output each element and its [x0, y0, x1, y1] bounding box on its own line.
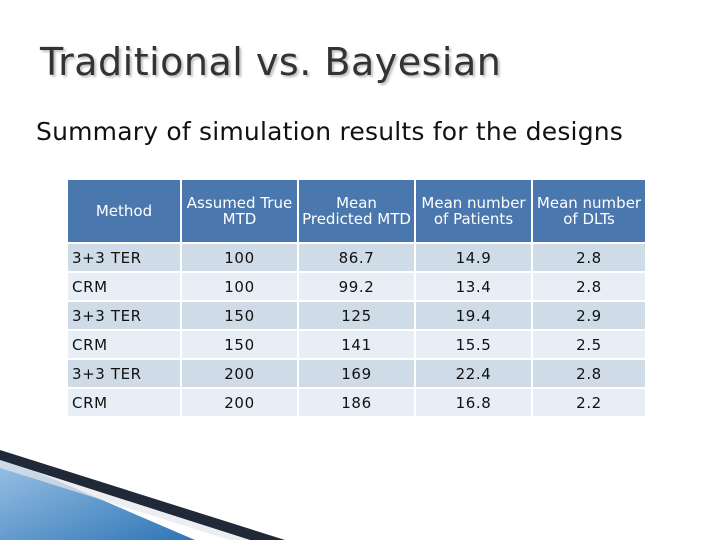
- table-row: [67, 359, 646, 388]
- cell-dlts: 2.2: [532, 388, 646, 417]
- cell-assumed-mtd: 150: [181, 301, 298, 330]
- header-mean-predicted-mtd: Mean Predicted MTD: [298, 179, 415, 243]
- cell-method: 3+3 TER: [67, 359, 181, 388]
- cell-predicted-mtd: 169: [298, 359, 415, 388]
- table-row: [67, 388, 646, 417]
- cell-method: CRM: [67, 330, 181, 359]
- cell-predicted-mtd: 141: [298, 330, 415, 359]
- header-method: Method: [67, 179, 181, 243]
- cell-patients: 19.4: [415, 301, 532, 330]
- cell-predicted-mtd: 86.7: [298, 243, 415, 272]
- cell-predicted-mtd: 125: [298, 301, 415, 330]
- cell-patients: 15.5: [415, 330, 532, 359]
- corner-decoration: [0, 450, 720, 540]
- cell-dlts: 2.8: [532, 243, 646, 272]
- cell-assumed-mtd: 150: [181, 330, 298, 359]
- cell-dlts: 2.5: [532, 330, 646, 359]
- cell-patients: 13.4: [415, 272, 532, 301]
- table-row: [67, 272, 646, 301]
- table-row: [67, 301, 646, 330]
- table-row: [67, 330, 646, 359]
- header-mean-patients: Mean number of Patients: [415, 179, 532, 243]
- cell-method: 3+3 TER: [67, 243, 181, 272]
- cell-dlts: 2.9: [532, 301, 646, 330]
- cell-assumed-mtd: 200: [181, 388, 298, 417]
- cell-patients: 22.4: [415, 359, 532, 388]
- cell-method: 3+3 TER: [67, 301, 181, 330]
- cell-method: CRM: [67, 388, 181, 417]
- cell-dlts: 2.8: [532, 272, 646, 301]
- cell-patients: 14.9: [415, 243, 532, 272]
- table-row: [67, 243, 646, 272]
- header-assumed-true-mtd: Assumed True MTD: [181, 179, 298, 243]
- cell-dlts: 2.8: [532, 359, 646, 388]
- table-header-row: [67, 179, 646, 243]
- cell-method: CRM: [67, 272, 181, 301]
- cell-assumed-mtd: 100: [181, 272, 298, 301]
- cell-assumed-mtd: 100: [181, 243, 298, 272]
- results-table: [66, 178, 647, 418]
- header-mean-dlts: Mean number of DLTs: [532, 179, 646, 243]
- slide-title: Traditional vs. Bayesian: [40, 40, 502, 84]
- slide-subtitle: Summary of simulation results for the designs: [36, 117, 624, 146]
- cell-assumed-mtd: 200: [181, 359, 298, 388]
- cell-patients: 16.8: [415, 388, 532, 417]
- cell-predicted-mtd: 186: [298, 388, 415, 417]
- cell-predicted-mtd: 99.2: [298, 272, 415, 301]
